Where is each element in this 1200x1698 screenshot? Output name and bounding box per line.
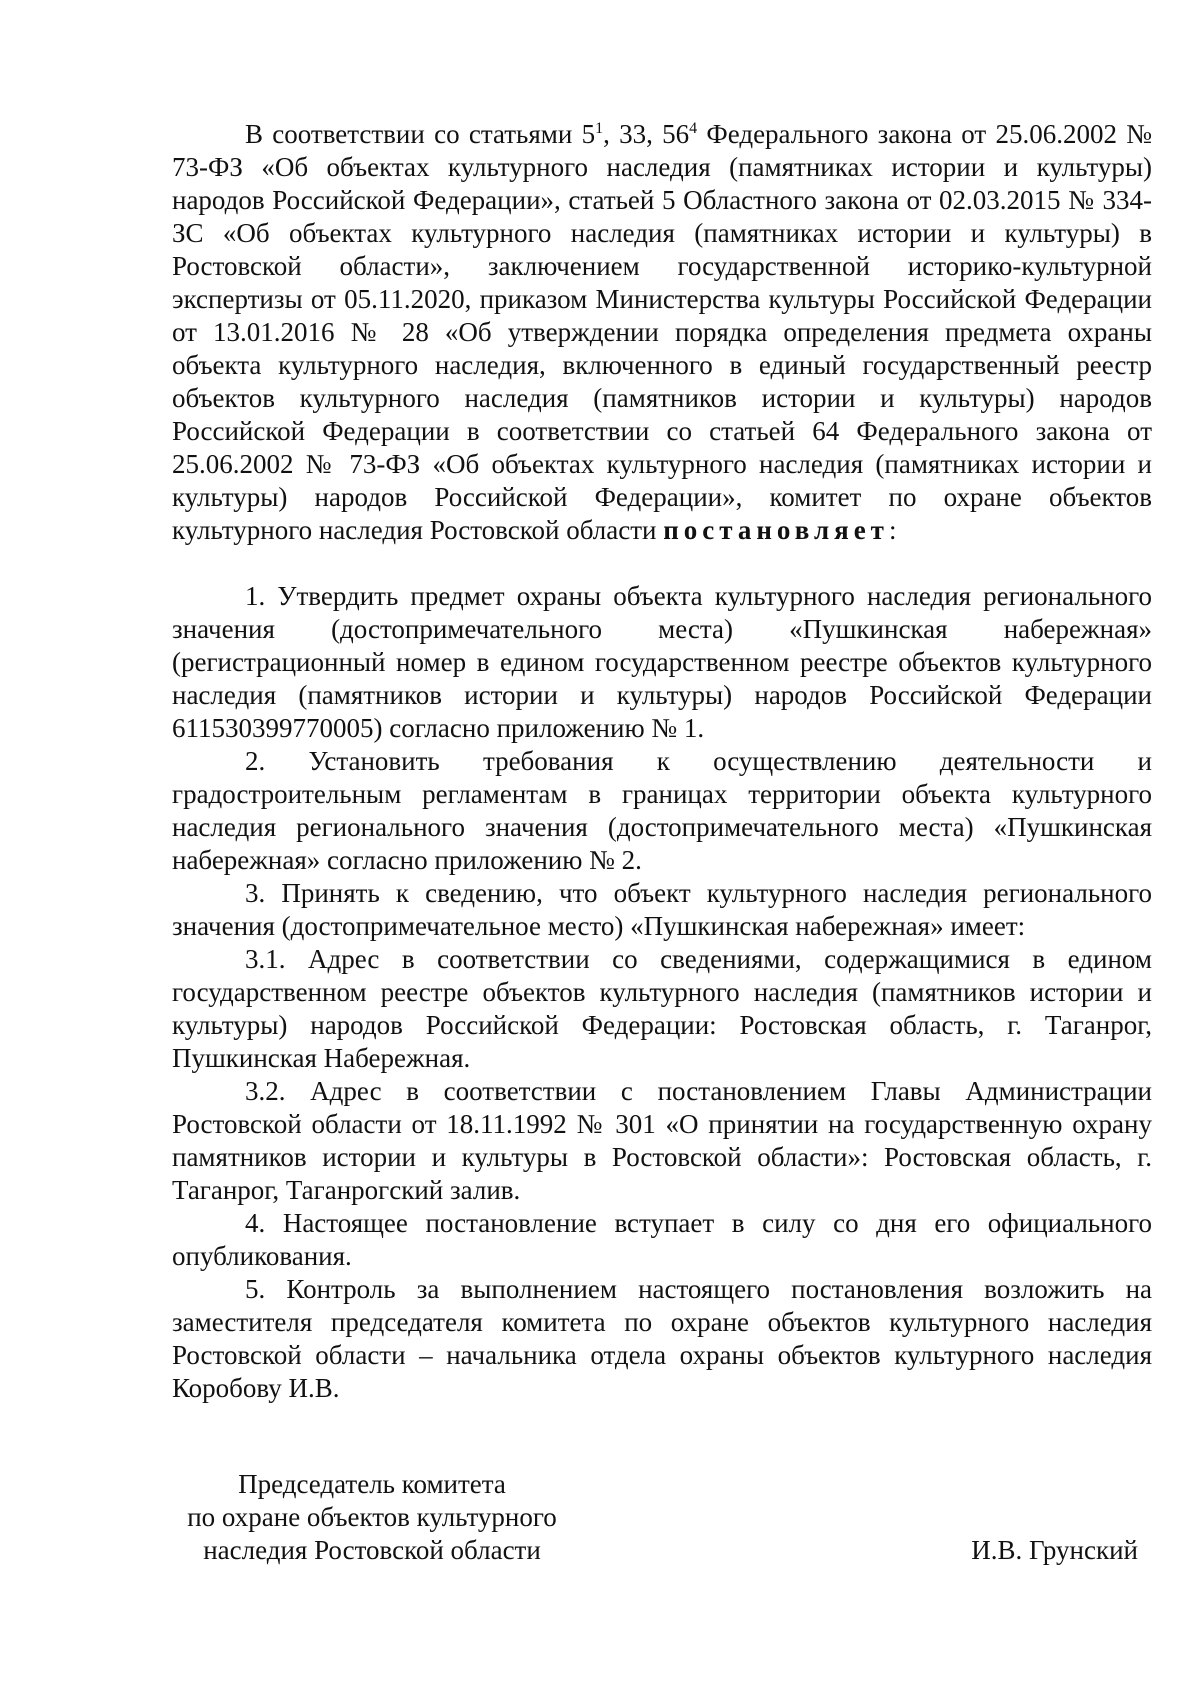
- preamble-text-2: , 33, 56: [603, 119, 690, 149]
- item-3-1: 3.1. Адрес в соответствии со сведениями, содержащимися в едином государственном реестре объектов культурного наследия (памятников истории и культуры) народов Российской Федерации: Ростовская область, г. Таганрог, Пушкинская Набережная.: [172, 944, 1152, 1073]
- paragraph-gap: [172, 547, 1152, 580]
- document-body: [172, 118, 1152, 1405]
- signatory-name: И.В. Грунский: [971, 1535, 1138, 1565]
- resolves-word: постановляет: [663, 515, 889, 545]
- signatory-title-line-2: по охране объектов культурного: [187, 1502, 557, 1532]
- preamble-text-1: В соответствии со статьями 5: [245, 119, 596, 149]
- item-4: 4. Настоящее постановление вступает в силу со дня его официального опубликования.: [172, 1208, 1152, 1271]
- item-2: 2. Установить требования к осуществлению деятельности и градостроительным регламентам в границах территории объекта культурного наследия регионального значения (достопримечательного места) «Пушкинская набережная» согласно приложению № 2.: [172, 746, 1152, 875]
- item-5: 5. Контроль за выполнением настоящего постановления возложить на заместителя председателя комитета по охране объектов культурного наследия Ростовской области – начальника отдела охраны объектов культурного наследия Коробову И.В.: [172, 1274, 1152, 1403]
- preamble-text-3: Федерального закона от 25.06.2002 № 73-ФЗ «Об объектах культурного наследия (памятниках истории и культуры) народов Российской Федерации», статьей 5 Областного закона от 02.03.2015 № 334-ЗС «Об объектах культурного наследия (памятниках истории и культуры) в Ростовской области», заключением государственной историко-культурной экспертизы от 05.11.2020, приказом Министерства культуры Российской Федерации от 13.01.2016 № 28 «Об утверждении порядка определения предмета охраны объекта культурного наследия, включенного в единый государственный реестр объектов культурного наследия (памятников истории и культуры) народов Российской Федерации в соответствии со статьей 64 Федерального закона от 25.06.2002 № 73-ФЗ «Об объектах культурного наследия (памятниках истории и культуры) народов Российской Федерации», комитет по охране объектов культурного наследия Ростовской области: [172, 119, 1152, 545]
- signatory-title-line-1: Председатель комитета: [238, 1469, 506, 1499]
- signatory-title: [172, 1468, 572, 1567]
- preamble-paragraph: [172, 118, 1152, 547]
- item-3-2: 3.2. Адрес в соответствии с постановлением Главы Администрации Ростовской области от 18.11.1992 № 301 «О принятии на государственную охрану памятников истории и культуры в Ростовской области»: Ростовская область, г. Таганрог, Таганрогский залив.: [172, 1076, 1152, 1205]
- item-1: 1. Утвердить предмет охраны объекта культурного наследия регионального значения (достопримечательного места) «Пушкинская набережная» (регистрационный номер в едином государственном реестре объектов культурного наследия (памятников истории и культуры) народов Российской Федерации 611530399770005) согласно приложению № 1.: [172, 581, 1152, 743]
- superscript-article-2: 4: [689, 120, 698, 137]
- superscript-article-1: 1: [595, 120, 604, 137]
- preamble-colon: :: [888, 515, 897, 545]
- signatory-title-line-3: наследия Ростовской области: [203, 1535, 541, 1565]
- item-3: 3. Принять к сведению, что объект культурного наследия регионального значения (достопримечательное место) «Пушкинская набережная» имеет:: [172, 878, 1152, 941]
